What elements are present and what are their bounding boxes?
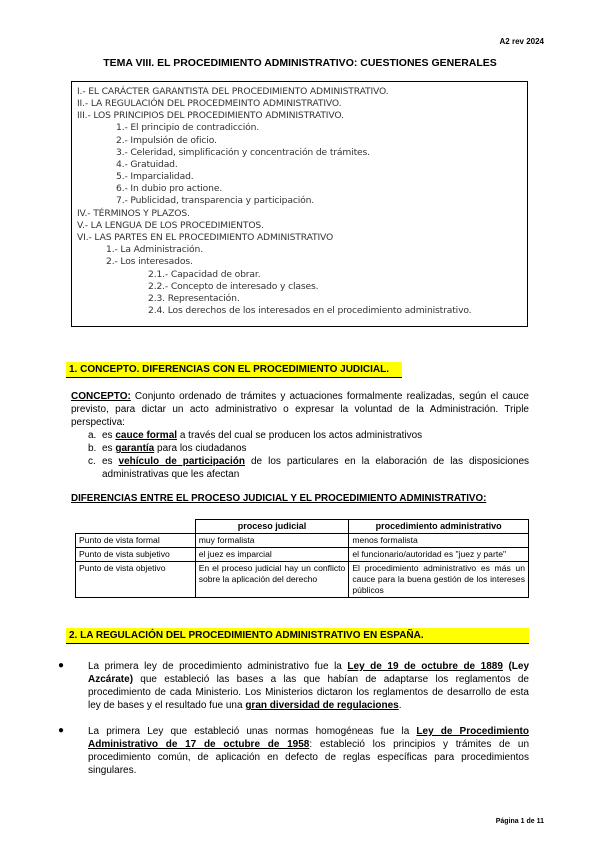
list-item <box>88 429 529 442</box>
item-key: vehículo de participación <box>118 456 245 467</box>
item-key: cauce formal <box>115 430 178 441</box>
toc-item: 1.- La Administración. <box>106 244 203 255</box>
perspective-list <box>88 429 529 481</box>
item-text: a través del cual se producen los actos administrativos <box>177 430 423 441</box>
version-label: A2 rev 2024 <box>499 37 544 46</box>
toc-item: IV.- TÉRMINOS Y PLAZOS. <box>77 208 190 219</box>
toc-item: 2.4. Los derechos de los interesados en el procedimiento administrativo. <box>148 305 472 316</box>
document-title: TEMA VIII. EL PROCEDIMIENTO ADMINISTRATIVO: CUESTIONES GENERALES <box>103 57 497 69</box>
toc-item: 1.- El principio de contradicción. <box>116 122 260 133</box>
table-cell: el funcionario/autoridad es "juez y parte" <box>349 548 529 562</box>
toc-item: 2.1.- Capacidad de obrar. <box>148 269 261 280</box>
row-label: Punto de vista formal <box>76 534 196 548</box>
toc-item: VI.- LAS PARTES EN EL PROCEDIMIENTO ADMINISTRATIVO <box>77 232 334 243</box>
row-label: Punto de vista objetivo <box>76 562 196 598</box>
table-cell: el juez es imparcial <box>195 548 349 562</box>
comparison-table <box>75 519 529 598</box>
table-corner <box>76 520 196 534</box>
table-row <box>76 548 529 562</box>
toc-item: III.- LOS PRINCIPIOS DEL PROCEDIMIENTO ADMINISTRATIVO. <box>77 110 344 121</box>
ley-azcarate: (Ley Azcárate) <box>88 661 530 685</box>
row-label: Punto de vista subjetivo <box>76 548 196 562</box>
diversity-highlight: gran diversidad de regulaciones <box>245 700 399 711</box>
toc-item: V.- LA LENGUA DE LOS PROCEDIMIENTOS. <box>77 220 264 231</box>
toc-item: 7.- Publicidad, transparencia y participación. <box>116 195 315 206</box>
toc-item: I.- EL CARÁCTER GARANTISTA DEL PROCEDIMIENTO ADMINISTRATIVO. <box>77 86 389 97</box>
list-marker: c. <box>88 456 96 467</box>
table-cell: muy formalista <box>195 534 349 548</box>
toc-item: 4.- Gratuidad. <box>116 159 178 170</box>
list-item <box>88 455 529 481</box>
bullet-icon: ● <box>58 725 65 736</box>
para-text: . <box>398 700 402 711</box>
bullet-icon: ● <box>58 660 65 671</box>
item-key: garantía <box>115 443 155 454</box>
toc-item: 2.2.- Concepto de interesado y clases. <box>148 281 319 292</box>
para-text: : estableció los principios y trámites de un procedimiento común, de aplicación en defecto de reglas específicas para procedimientos singulares. <box>88 739 530 776</box>
toc-item: 6.- In dubio pro actione. <box>116 183 223 194</box>
list-marker: a. <box>88 430 97 441</box>
list-item <box>88 442 529 455</box>
item-text: para los ciudadanos <box>154 443 247 454</box>
table-of-contents <box>71 81 528 327</box>
item-text: es <box>102 456 119 467</box>
toc-item: II.- LA REGULACIÓN DEL PROCEDMEINTO ADMINISTRATIVO. <box>77 98 342 109</box>
paragraph-1889 <box>88 660 529 712</box>
concept-paragraph <box>71 390 529 429</box>
toc-item: 5.- Imparcialidad. <box>116 171 194 182</box>
para-text: La primera ley de procedimiento administrativo fue la <box>88 661 348 672</box>
table-cell: menos formalista <box>349 534 529 548</box>
para-text: La primera Ley que estableció unas normas homogéneas fue la <box>88 726 417 737</box>
column-header: proceso judicial <box>195 520 349 534</box>
differences-heading: DIFERENCIAS ENTRE EL PROCESO JUDICIAL Y EL PROCEDIMIENTO ADMINISTRATIVO: <box>71 493 487 504</box>
concept-label: CONCEPTO: <box>71 391 131 402</box>
concept-text: Conjunto ordenado de trámites y actuaciones formalmente realizadas, según el cauce previsto, para dictar un acto administrativo o expresar la voluntad de la Administración. Triple perspectiva: <box>71 391 529 428</box>
law-1958: Ley de Procedimiento Administrativo de 17 de octubre de 1958 <box>88 726 529 750</box>
column-header: procedimiento administrativo <box>349 520 529 534</box>
section-2-heading: 2. LA REGULACIÓN DEL PROCEDIMIENTO ADMINISTRATIVO EN ESPAÑA. <box>66 628 529 644</box>
paragraph-1958 <box>88 725 529 777</box>
table-cell: En el proceso judicial hay un conflicto sobre la aplicación del derecho <box>195 562 349 598</box>
toc-item: 2.- Los interesados. <box>106 256 193 267</box>
para-text: que estableció las bases a las que habían de adaptarse los reglamentos de procedimiento de cada Ministerio. Los Ministerios dictaron los reglamentos de desarrollo de esta ley de bases y el resultado fue una <box>88 674 529 711</box>
toc-item: 2.- Impulsión de oficio. <box>116 135 217 146</box>
item-text: es <box>102 443 116 454</box>
item-text: de los particulares en la elaboración de las disposiciones administrativas que les afectan <box>102 456 530 480</box>
section-1-heading: 1. CONCEPTO. DIFERENCIAS CON EL PROCEDIMIENTO JUDICIAL. <box>66 362 402 378</box>
law-1889: Ley de 19 de octubre de 1889 <box>347 661 503 672</box>
toc-item: 2.3. Representación. <box>148 293 240 304</box>
list-marker: b. <box>88 443 97 454</box>
page-number: Página 1 de 11 <box>495 818 544 825</box>
table-header-row <box>76 520 529 534</box>
table-row <box>76 534 529 548</box>
toc-item: 3.- Celeridad, simplificación y concentración de trámites. <box>116 147 370 158</box>
item-text: es <box>102 430 116 441</box>
table-cell: El procedimiento administrativo es más un cauce para la buena gestión de los intereses públicos <box>349 562 529 598</box>
table-row <box>76 562 529 598</box>
